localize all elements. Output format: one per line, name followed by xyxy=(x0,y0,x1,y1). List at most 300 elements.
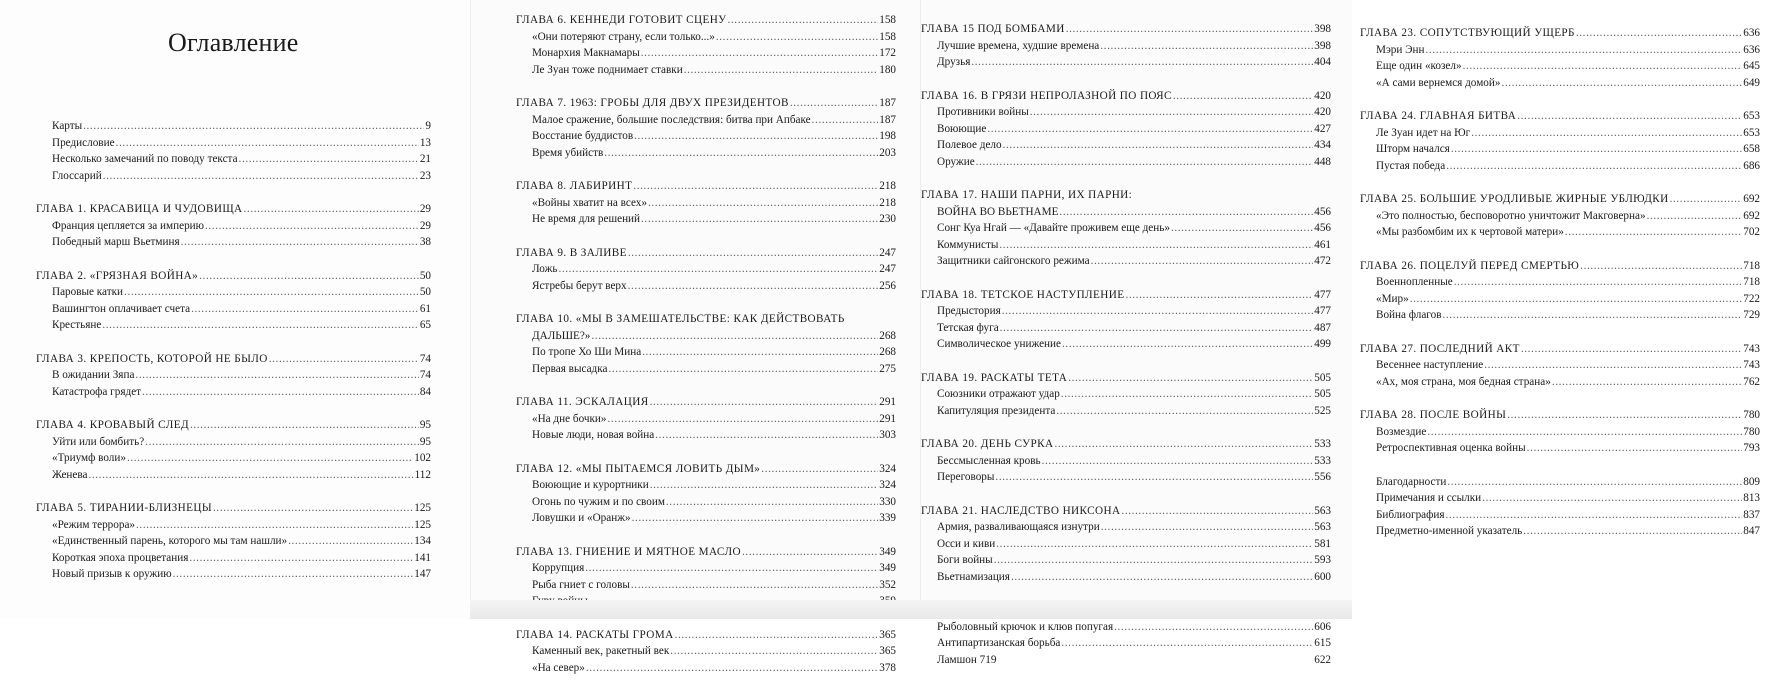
toc-entry-page-number: 180 xyxy=(879,63,896,76)
chapter-heading-title: ГЛАВА 7. 1963: ГРОБЫ ДЛЯ ДВУХ ПРЕЗИДЕНТОВ xyxy=(516,97,789,109)
chapter-heading xyxy=(36,201,431,218)
dot-leader xyxy=(127,450,413,467)
toc-entry xyxy=(921,336,1331,353)
toc-entry xyxy=(36,467,431,484)
toc-section xyxy=(921,436,1331,486)
toc-entry xyxy=(516,211,896,228)
toc-entry-page-number: 158 xyxy=(879,30,896,43)
toc-entry-page-number: 84 xyxy=(419,385,431,398)
toc-entry-page-number: 556 xyxy=(1314,471,1331,483)
chapter-heading xyxy=(516,311,896,328)
toc-entry-title: «Они потеряют страну, если только...» xyxy=(532,30,715,43)
dot-leader xyxy=(987,121,1313,138)
toc-entry-title: Каменный век, ракетный век xyxy=(532,645,670,657)
dot-leader xyxy=(675,627,879,644)
dot-leader xyxy=(585,560,878,577)
chapter-heading-continued-title: ВОЙНА ВО ВЬЕТНАМЕ xyxy=(937,205,1059,218)
toc-entry-page-number: 13 xyxy=(419,136,431,149)
chapter-heading-page-number: 477 xyxy=(1314,288,1331,301)
toc-entry-page-number: 404 xyxy=(1314,56,1331,68)
toc-section xyxy=(1360,258,1760,324)
toc-entry-title: Победный марш Вьетминя xyxy=(52,236,180,248)
toc-entry xyxy=(921,403,1331,420)
toc-entry-page-number: 692 xyxy=(1743,209,1760,222)
toc-entry-title: Несколько замечаний по поводу текста xyxy=(52,153,238,165)
toc-entry xyxy=(516,494,896,511)
toc-entry-page-number: 847 xyxy=(1743,525,1760,537)
toc-entry xyxy=(1360,125,1760,142)
chapter-heading-page-number: 743 xyxy=(1743,342,1760,355)
toc-entry-title: Катастрофа грядет xyxy=(52,385,142,398)
toc-entry xyxy=(1360,141,1760,158)
toc-entry-page-number: 427 xyxy=(1314,122,1331,135)
dot-leader xyxy=(716,29,878,46)
toc-entry-title: Благодарности xyxy=(1376,475,1447,488)
toc-entry-page-number: 21 xyxy=(419,153,431,165)
toc-section xyxy=(1360,25,1760,91)
toc-entry-page-number: 525 xyxy=(1314,404,1331,417)
chapter-heading xyxy=(516,245,896,262)
toc-entry-title: Ламшон 719 xyxy=(937,653,997,666)
chapter-heading-page-number: 50 xyxy=(419,269,431,282)
toc-entry xyxy=(1360,307,1760,324)
toc-entry xyxy=(36,566,431,583)
dot-leader xyxy=(586,660,878,677)
dot-leader xyxy=(648,195,878,212)
toc-entry-page-number: 65 xyxy=(419,319,431,331)
toc-entry-page-number: 112 xyxy=(414,468,431,481)
dot-leader xyxy=(1173,88,1313,105)
toc-entry-page-number: 743 xyxy=(1743,359,1760,371)
page-4 xyxy=(1352,0,1787,619)
toc-entry-title: Новые люди, новая война xyxy=(532,429,655,441)
toc-entry xyxy=(1360,440,1760,457)
toc-entry-title: Еще один «козел» xyxy=(1376,60,1462,72)
dot-leader xyxy=(213,500,413,517)
dot-leader xyxy=(173,566,414,583)
dot-leader xyxy=(1002,303,1313,320)
toc-entry xyxy=(921,552,1331,569)
dot-leader xyxy=(116,135,419,152)
toc-entry-page-number: 813 xyxy=(1743,492,1760,504)
toc-entry-page-number: 23 xyxy=(419,169,431,182)
toc-entry-page-number: 702 xyxy=(1743,226,1760,238)
dot-leader xyxy=(1003,137,1314,154)
dot-leader xyxy=(1521,341,1742,358)
toc-entry-title: «Мир» xyxy=(1376,292,1409,305)
toc-entry-title: «На север» xyxy=(532,661,585,674)
toc-entry-title: «Триумф воли» xyxy=(52,452,126,464)
dot-leader xyxy=(634,128,878,145)
dot-leader xyxy=(1443,307,1743,324)
toc-entry-page-number: 339 xyxy=(879,512,896,524)
dot-leader xyxy=(633,178,878,195)
toc-entry-title: Тетская фуга xyxy=(937,321,999,334)
chapter-heading xyxy=(1360,341,1760,358)
toc-entry xyxy=(921,386,1331,403)
chapter-heading xyxy=(1360,258,1760,275)
chapter-heading-title: ГЛАВА 1. КРАСАВИЦА И ЧУДОВИЩА xyxy=(36,203,243,215)
chapter-heading xyxy=(921,187,1331,204)
dot-leader xyxy=(191,301,419,318)
toc-entry-title: Мэри Энн xyxy=(1376,43,1425,56)
toc-entry-page-number: 324 xyxy=(879,479,896,491)
toc-entry-title: «На дне бочки» xyxy=(532,412,607,425)
toc-entry xyxy=(1360,357,1760,374)
toc-entry-page-number: 615 xyxy=(1314,637,1331,649)
chapter-heading-page-number: 349 xyxy=(879,545,896,558)
chapter-heading xyxy=(1360,25,1760,42)
dot-leader xyxy=(976,154,1314,171)
dot-leader xyxy=(1042,453,1314,470)
chapter-heading-title: ГЛАВА 19. РАСКАТЫ ТЕТА xyxy=(921,371,1068,384)
dot-leader xyxy=(1454,274,1743,291)
dot-leader xyxy=(1446,507,1743,524)
toc-entry xyxy=(1360,523,1760,540)
toc-entry xyxy=(516,128,896,145)
chapter-heading-page-number: 95 xyxy=(419,419,431,431)
toc-entry xyxy=(921,619,1331,636)
toc-entry-title: Ястребы берут верх xyxy=(532,279,627,292)
toc-entry xyxy=(1360,490,1760,507)
chapter-heading-title: ГЛАВА 15 ПОД БОМБАМИ xyxy=(921,23,1065,35)
toc-entry-title: Друзья xyxy=(937,56,971,68)
dot-leader xyxy=(1410,291,1743,308)
dot-leader xyxy=(1523,523,1742,540)
toc-entry-title: Предисловие xyxy=(52,136,115,149)
toc-entry-page-number: 218 xyxy=(879,196,896,209)
dot-leader xyxy=(558,261,878,278)
toc-entry-title: Сонг Куа Нгай — «Давайте проживем еще день» xyxy=(937,222,1170,234)
toc-section xyxy=(36,500,431,583)
toc-entry-page-number: 780 xyxy=(1743,425,1760,438)
toc-entry-page-number: 187 xyxy=(879,113,896,126)
toc-entry-title: Крестьяне xyxy=(52,319,102,331)
chapter-heading xyxy=(36,417,431,434)
toc-entry-page-number: 606 xyxy=(1314,620,1331,633)
toc-entry-page-number: 722 xyxy=(1743,292,1760,305)
chapter-heading-page-number: 187 xyxy=(879,97,896,109)
dot-leader xyxy=(1121,503,1313,520)
toc-entry-title: Карты xyxy=(52,120,83,132)
dot-leader xyxy=(190,417,419,434)
chapter-heading-page-number: 158 xyxy=(879,14,896,26)
chapter-heading xyxy=(36,351,431,368)
toc-entry xyxy=(36,301,431,318)
dot-leader xyxy=(790,95,878,112)
chapter-heading-page-number: 420 xyxy=(1314,89,1331,102)
dot-leader xyxy=(1463,58,1743,75)
dot-leader xyxy=(145,434,419,451)
toc-entry-title: «Войны хватит на всех» xyxy=(532,196,647,209)
toc-entry-title: В ожидании Зяпа xyxy=(52,369,135,381)
chapter-heading-title: ГЛАВА 13. ГНИЕНИЕ И МЯТНОЕ МАСЛО xyxy=(516,545,741,558)
toc-entry xyxy=(921,303,1331,320)
toc-entry xyxy=(516,577,896,594)
toc-entry-title: Малое сражение, большие последствия: битва при Апбаке xyxy=(532,113,811,126)
chapter-heading xyxy=(36,500,431,517)
chapter-heading-page-number: 324 xyxy=(879,462,896,475)
toc-entry xyxy=(36,367,431,384)
toc-entry-page-number: 718 xyxy=(1743,276,1760,288)
dot-leader xyxy=(1484,357,1742,374)
chapter-heading xyxy=(921,436,1331,453)
toc-section xyxy=(921,287,1331,353)
toc-entry-title: Предыстория xyxy=(937,305,1001,317)
dot-leader xyxy=(88,467,413,484)
chapter-heading-title: ГЛАВА 11. ЭСКАЛАЦИЯ xyxy=(516,396,649,408)
chapter-heading-page-number: 533 xyxy=(1314,438,1331,450)
dot-leader xyxy=(761,461,878,478)
chapter-heading-page-number: 125 xyxy=(414,502,431,514)
dot-leader xyxy=(604,145,878,162)
toc-entry xyxy=(921,536,1331,553)
dot-leader xyxy=(181,234,419,251)
toc-entry-page-number: 74 xyxy=(419,369,431,381)
chapter-heading xyxy=(921,21,1331,38)
chapter-heading-title: ГЛАВА 14. РАСКАТЫ ГРОМА xyxy=(516,628,674,641)
chapter-heading xyxy=(1360,191,1760,208)
toc-entry-title: Противники войны xyxy=(937,106,1029,118)
toc-entry xyxy=(36,550,431,567)
chapter-heading xyxy=(921,88,1331,105)
toc-section xyxy=(921,21,1331,71)
toc-entry xyxy=(36,168,431,185)
toc-entry-title: Ложь xyxy=(532,263,558,275)
chapter-heading-title: ГЛАВА 20. ДЕНЬ СУРКА xyxy=(921,438,1054,450)
toc-entry-title: Антипартизанская борьба xyxy=(937,637,1061,649)
toc-entry xyxy=(921,652,1331,669)
toc-entry xyxy=(1360,208,1760,225)
toc-entry xyxy=(516,361,896,378)
toc-section xyxy=(1360,108,1760,174)
toc-entry xyxy=(921,635,1331,652)
toc-entry xyxy=(36,517,431,534)
toc-entry-title: Вьетнамизация xyxy=(937,570,1010,583)
dot-leader xyxy=(135,367,418,384)
dot-leader xyxy=(1471,125,1742,142)
toc-entry xyxy=(921,320,1331,337)
toc-entry-title: Война флагов xyxy=(1376,309,1442,321)
chapter-heading-title: ГЛАВА 21. НАСЛЕДСТВО НИКСОНА xyxy=(921,504,1121,517)
toc-entry-page-number: 762 xyxy=(1743,375,1760,388)
chapter-heading-title: ГЛАВА 9. В ЗАЛИВЕ xyxy=(516,246,627,259)
chapter-heading xyxy=(516,95,896,112)
toc-entry-title: Ретроспективная оценка войны xyxy=(1376,442,1526,454)
toc-entry xyxy=(516,411,896,428)
dot-leader xyxy=(189,550,413,567)
dot-leader xyxy=(650,394,879,411)
toc-entry-title: Вашингтон оплачивает счета xyxy=(52,302,191,315)
toc-entry xyxy=(1360,374,1760,391)
dot-leader xyxy=(1552,374,1742,391)
toc-entry-title: Коррупция xyxy=(532,562,585,574)
toc-column-2 xyxy=(516,12,896,693)
chapter-heading xyxy=(36,268,431,285)
dot-leader xyxy=(1011,569,1313,586)
chapter-heading-title: ГЛАВА 10. «МЫ В ЗАМЕШАТЕЛЬСТВЕ: КАК ДЕЙСТВОВАТЬ xyxy=(516,313,845,325)
toc-entry-page-number: 533 xyxy=(1314,454,1331,467)
toc-entry-title: «А сами вернемся домой» xyxy=(1376,76,1501,89)
toc-entry xyxy=(1360,424,1760,441)
toc-entry xyxy=(516,510,896,527)
toc-entry-page-number: 349 xyxy=(879,562,896,574)
toc-entry xyxy=(36,284,431,301)
toc-entry-title: Бессмысленная кровь xyxy=(937,454,1041,467)
toc-entry-title: Военнопленные xyxy=(1376,276,1453,288)
toc-entry-page-number: 729 xyxy=(1743,309,1760,321)
chapter-heading-title: ГЛАВА 5. ТИРАНИИ-БЛИЗНЕЦЫ xyxy=(36,502,213,514)
chapter-heading xyxy=(1360,407,1760,424)
toc-entry xyxy=(1360,474,1760,491)
dot-leader xyxy=(1059,204,1313,221)
chapter-heading-page-number: 653 xyxy=(1743,110,1760,122)
dot-leader xyxy=(83,118,424,135)
dot-leader xyxy=(1565,224,1742,241)
chapter-heading xyxy=(921,503,1331,520)
dot-leader xyxy=(1517,108,1742,125)
toc-entry-page-number: 448 xyxy=(1314,155,1331,168)
toc-entry-page-number: 809 xyxy=(1743,475,1760,488)
toc-entry-page-number: 172 xyxy=(879,47,896,59)
chapter-heading-page-number: 563 xyxy=(1314,504,1331,517)
toc-section xyxy=(1360,341,1760,391)
dot-leader xyxy=(608,411,879,428)
chapter-heading-title: ГЛАВА 4. КРОВАВЫЙ СЛЕД xyxy=(36,419,189,431)
toc-entry-page-number: 303 xyxy=(879,429,896,441)
chapter-heading xyxy=(516,461,896,478)
toc-section xyxy=(36,118,431,184)
toc-entry-page-number: 61 xyxy=(419,302,431,315)
page-title: Оглавление xyxy=(168,28,299,57)
dot-leader xyxy=(670,643,878,660)
toc-entry-page-number: 365 xyxy=(879,645,896,657)
dot-leader xyxy=(1447,474,1742,491)
chapter-heading-title: ГЛАВА 23. СОПУТСТВУЮЩИЙ УЩЕРБ xyxy=(1360,27,1575,39)
toc-entry-page-number: 793 xyxy=(1743,442,1760,454)
dot-leader xyxy=(1171,220,1313,237)
toc-entry xyxy=(516,427,896,444)
toc-entry-title: Монархия Макнамары xyxy=(532,47,640,59)
dot-leader xyxy=(1114,619,1313,636)
toc-section xyxy=(516,461,896,527)
dot-leader xyxy=(102,317,418,334)
chapter-heading-page-number: 218 xyxy=(879,180,896,192)
toc-entry xyxy=(1360,274,1760,291)
toc-entry xyxy=(921,54,1331,71)
chapter-heading-title: ГЛАВА 6. КЕННЕДИ ГОТОВИТ СЦЕНУ xyxy=(516,14,727,26)
toc-entry-page-number: 420 xyxy=(1314,106,1331,118)
toc-entry xyxy=(921,569,1331,586)
toc-section xyxy=(516,627,896,677)
toc-section xyxy=(516,245,896,295)
toc-entry-title: Первая высадка xyxy=(532,362,608,375)
dot-leader xyxy=(971,54,1313,71)
dot-leader xyxy=(205,218,419,235)
toc-entry xyxy=(921,519,1331,536)
toc-entry xyxy=(921,154,1331,171)
toc-entry xyxy=(921,220,1331,237)
toc-entry xyxy=(516,29,896,46)
chapter-heading xyxy=(516,544,896,561)
chapter-heading-title: ГЛАВА 3. КРЕПОСТЬ, КОТОРОЙ НЕ БЫЛО xyxy=(36,352,268,365)
toc-section xyxy=(1360,191,1760,241)
toc-entry-page-number: 125 xyxy=(414,518,431,531)
toc-entry xyxy=(516,112,896,129)
page-2 xyxy=(470,0,920,674)
toc-section xyxy=(1360,474,1760,540)
toc-section xyxy=(921,187,1331,270)
toc-entry xyxy=(516,62,896,79)
dot-leader xyxy=(631,577,878,594)
page-1 xyxy=(0,0,470,619)
toc-entry-title: Ловушки и «Оранж» xyxy=(532,512,631,524)
toc-entry-title: Женева xyxy=(52,468,88,481)
dot-leader xyxy=(994,552,1314,569)
dot-leader xyxy=(1125,287,1313,304)
toc-entry-title: Библиография xyxy=(1376,508,1445,521)
toc-entry-page-number: 477 xyxy=(1314,305,1331,317)
toc-entry-page-number: 456 xyxy=(1314,222,1331,234)
toc-entry-title: Переговоры xyxy=(937,471,995,483)
dot-leader xyxy=(641,211,878,228)
toc-entry-title: «Мы разбомбим их к чертовой матери» xyxy=(1376,226,1564,238)
chapter-heading-title: ГЛАВА 26. ПОЦЕЛУЙ ПЕРЕД СМЕРТЬЮ xyxy=(1360,259,1580,272)
toc-entry xyxy=(1360,291,1760,308)
chapter-heading-continued-page-number: 268 xyxy=(879,329,896,342)
toc-section xyxy=(921,370,1331,420)
toc-entry xyxy=(36,533,431,550)
dot-leader xyxy=(1091,253,1314,270)
toc-entry xyxy=(36,118,431,135)
dot-leader xyxy=(728,12,879,29)
dot-leader xyxy=(269,351,419,368)
toc-entry-page-number: 134 xyxy=(414,535,431,547)
toc-entry-title: Восстание буддистов xyxy=(532,130,634,142)
toc-entry-page-number: 291 xyxy=(879,412,896,425)
toc-entry-title: Боги войны xyxy=(937,554,993,566)
toc-entry-title: Защитники сайгонского режима xyxy=(937,255,1090,267)
toc-entry-title: Коммунисты xyxy=(937,238,999,251)
toc-entry-title: Полевое дело xyxy=(937,139,1002,151)
toc-entry-title: Капитуляция президента xyxy=(937,404,1056,417)
dot-leader xyxy=(1101,519,1313,536)
dot-leader xyxy=(1670,191,1743,208)
toc-section xyxy=(36,417,431,483)
toc-section xyxy=(516,95,896,161)
toc-entry-page-number: 581 xyxy=(1314,537,1331,550)
toc-section xyxy=(921,503,1331,586)
toc-entry xyxy=(1360,75,1760,92)
toc-entry xyxy=(516,660,896,677)
toc-entry-title: Короткая эпоха процветания xyxy=(52,551,189,564)
toc-entry-page-number: 38 xyxy=(419,236,431,248)
toc-entry xyxy=(516,344,896,361)
dot-leader xyxy=(650,477,879,494)
dot-leader xyxy=(1068,370,1313,387)
toc-entry-title: «Единственный парень, которого мы там нашли» xyxy=(52,535,288,547)
dot-leader xyxy=(1000,320,1314,337)
toc-entry-page-number: 29 xyxy=(419,219,431,232)
dot-leader xyxy=(628,278,879,295)
dot-leader xyxy=(591,328,878,345)
chapter-heading xyxy=(921,287,1331,304)
toc-entry-title: Союзники отражают удар xyxy=(937,388,1060,400)
chapter-heading-title: ГЛАВА 2. «ГРЯЗНАЯ ВОЙНА» xyxy=(36,269,199,282)
toc-entry xyxy=(516,261,896,278)
toc-entry-page-number: 649 xyxy=(1743,76,1760,89)
toc-entry-title: Ле Зуан тоже поднимает ставки xyxy=(532,63,683,76)
